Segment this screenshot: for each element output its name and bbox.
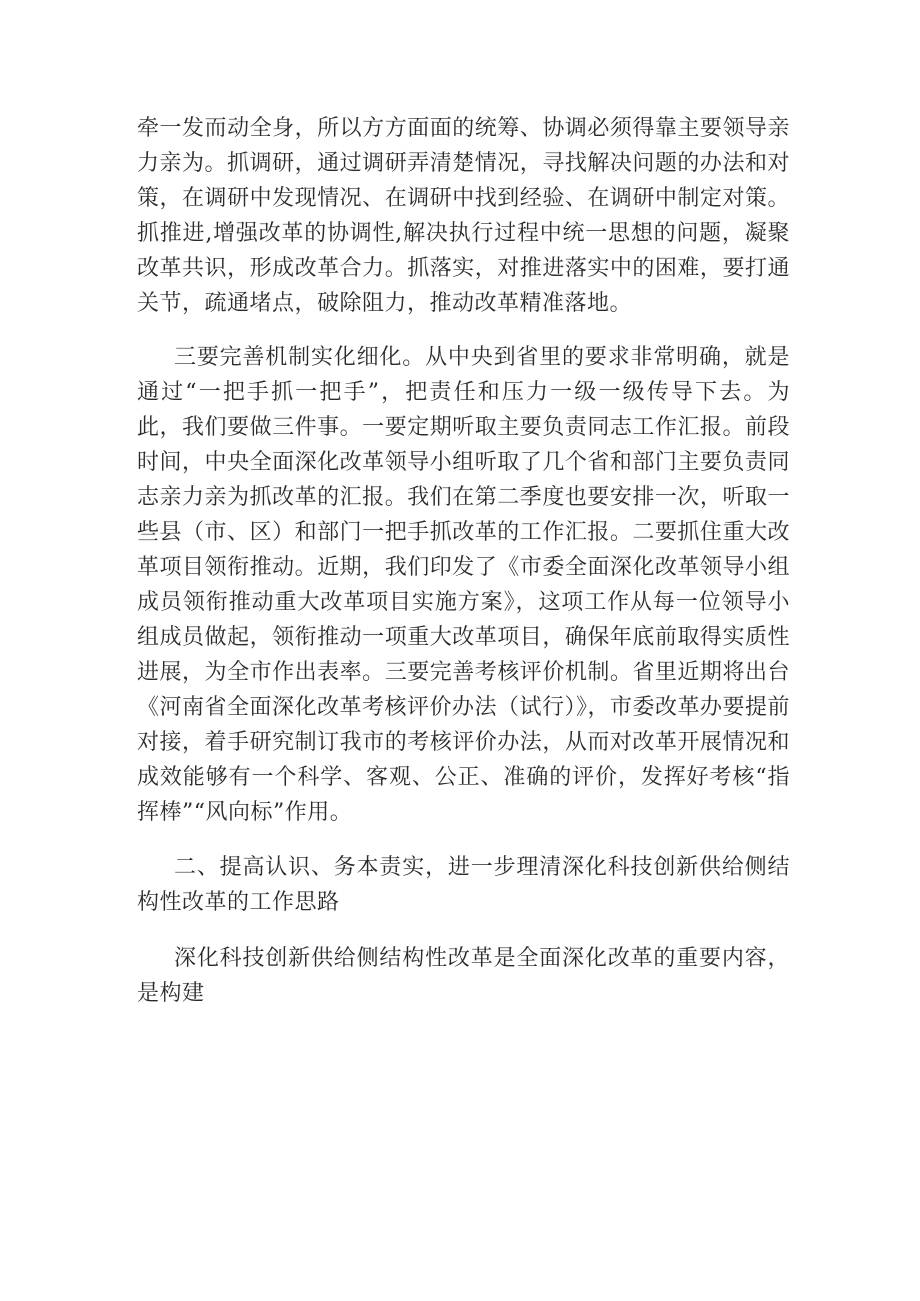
body-paragraph-continuation: 牵一发而动全身，所以方方面面的统筹、协调必须得靠主要领导亲力亲为。抓调研，通过调研弄清楚情况，寻找解决问题的办法和对策，在调研中发现情况、在调研中找到经验、在调研中制定对策。抓推进,增强改革的协调性,解决执行过程中统一思想的问题，凝聚改革共识，形成改革合力。抓落实，对推进落实中的困难，要打通关节，疏通堵点，破除阻力，推动改革精准落地。 [137, 116, 790, 316]
body-paragraph-mechanism: 三要完善机制实化细化。从中央到省里的要求非常明确，就是通过“一把手抓一把手”，把责任和压力一级一级传导下去。为此，我们要做三件事。一要定期听取主要负责同志工作汇报。前段时间，中央全面深化改革领导小组听取了几个省和部门主要负责同志亲力亲为抓改革的汇报。我们在第二季度也要安排一次，听取一些县（市、区）和部门一把手抓改革的工作汇报。二要抓住重大改革项目领衔推动。近期，我们印发了《市委全面深化改革领导小组成员领衔推动重大改革项目实施方案》，这项工作从每一位领导小组成员做起，领衔推动一项重大改革项目，确保年底前取得实质性进展，为全市作出表率。三要完善考核评价机制。省里近期将出台《河南省全面深化改革考核评价办法（试行）》，市委改革办要提前对接，着手研究制订我市的考核评价办法，从而对改革开展情况和成效能够有一个科学、客观、公正、准确的评价，发挥好考核“指挥棒”“风向标”作用。 [137, 345, 791, 825]
body-paragraph-innovation: 深化科技创新供给侧结构性改革是全面深化改革的重要内容，是构建 [137, 946, 790, 1006]
section-heading: 二、提高认识、务本责实，进一步理清深化科技创新供给侧结构性改革的工作思路 [137, 855, 790, 915]
